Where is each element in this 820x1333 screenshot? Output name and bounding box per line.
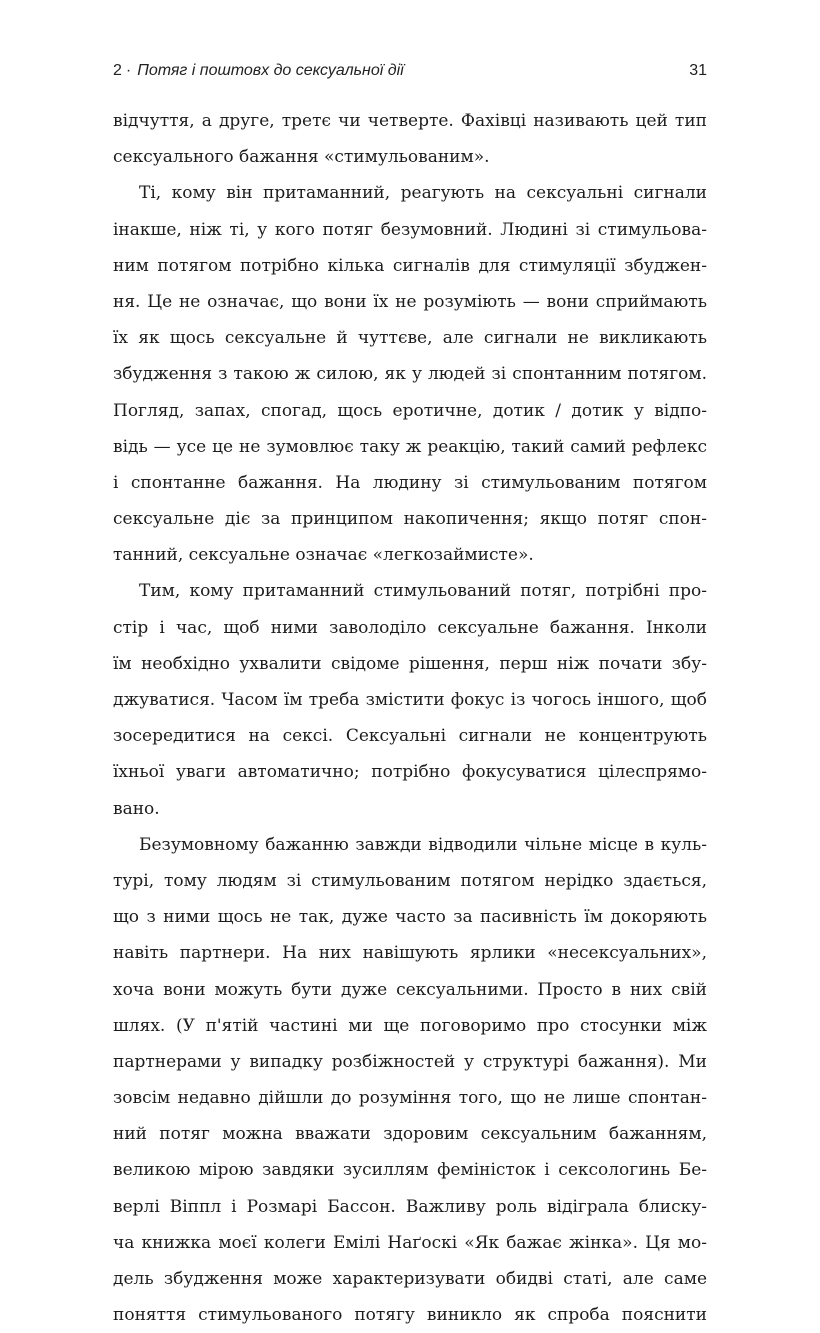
text-line: верлі Віппл і Розмарі Бассон. Важливу роль відіграла блиску-: [113, 1196, 707, 1217]
text-line: сексуального бажання «стимульованим».: [113, 147, 490, 168]
text-line: ним потягом потрібно кілька сигналів для стимуляції збуджен-: [113, 255, 707, 276]
text-line: сексуальне діє за принципом накопичення; якщо потяг спон-: [113, 509, 707, 530]
header-separator: ·: [125, 62, 132, 79]
text-line: зовсім недавно дійшли до розуміння того, що не лише спонтан-: [113, 1088, 707, 1109]
text-line: турі, тому людям зі стимульованим потягом нерідко здається,: [113, 870, 707, 891]
text-line: шлях. (У п'ятій частині ми ще поговоримо про стосунки між: [113, 1015, 707, 1036]
text-line: збудження з такою ж силою, як у людей зі спонтанним потягом.: [113, 364, 707, 385]
chapter-header: [113, 62, 404, 80]
text-line: партнерами у випадку розбіжностей у структурі бажання). Ми: [113, 1051, 707, 1072]
chapter-number: 2: [113, 62, 122, 79]
text-line: відчуття, а друге, третє чи четверте. Фахівці називають цей тип: [113, 111, 707, 131]
chapter-title: Потяг і поштовх до сексуальної дії: [137, 62, 404, 79]
text-line: хоча вони можуть бути дуже сексуальними. Просто в них свій: [113, 979, 707, 1000]
text-line: навіть партнери. На них навішують ярлики «несексуальних»,: [113, 943, 707, 964]
text-line: джуватися. Часом їм треба змістити фокус із чогось іншого, щоб: [113, 690, 707, 710]
text-line: зосередитися на сексі. Сексуальні сигнали не концентрують: [113, 726, 707, 747]
text-line: великою мірою завдяки зусиллям феміністок і сексологинь Бе-: [113, 1160, 707, 1181]
text-line: їх як щось сексуальне й чуттєве, але сигнали не викликають: [113, 328, 707, 349]
text-line: Тим, кому притаманний стимульований потяг, потрібні про-: [139, 581, 707, 602]
text-line: Безумовному бажанню завжди відводили чільне місце в куль-: [139, 834, 707, 855]
text-line: танний, сексуальне означає «легкозаймисте».: [113, 545, 534, 566]
text-line: їм необхідно ухвалити свідоме рішення, перш ніж почати збу-: [113, 653, 707, 674]
text-line: інакше, ніж ті, у кого потяг безумовний. Людині зі стимульова-: [113, 219, 707, 240]
text-line: ня. Це не означає, що вони їх не розуміють — вони сприймають: [113, 291, 707, 312]
text-line: їхньої уваги автоматично; потрібно фокусуватися цілеспрямо-: [113, 762, 707, 783]
text-line: ча книжка моєї колеги Емілі Наґоскі «Як бажає жінка». Ця мо-: [113, 1232, 707, 1253]
text-line: Ті, кому він притаманний, реагують на сексуальні сигнали: [139, 183, 707, 204]
text-line: що з ними щось не так, дуже часто за пасивність їм докоряють: [113, 907, 707, 928]
page-number: 31: [689, 62, 707, 79]
text-line: поняття стимульованого потягу виникло як спроба пояснити: [113, 1305, 707, 1326]
text-line: і спонтанне бажання. На людину зі стимульованим потягом: [113, 472, 707, 493]
text-line: стір і час, щоб ними заволоділо сексуальне бажання. Інколи: [113, 617, 707, 638]
text-line: ний потяг можна вважати здоровим сексуальним бажанням,: [113, 1124, 707, 1145]
text-line: вано.: [113, 798, 160, 819]
text-line: відь — усе це не зумовлює таку ж реакцію, такий самий рефлекс: [113, 436, 707, 457]
text-line: дель збудження може характеризувати обидві статі, але саме: [113, 1269, 707, 1289]
running-header: [113, 62, 707, 86]
text-line: Погляд, запах, спогад, щось еротичне, дотик / дотик у відпо-: [113, 400, 707, 421]
body-text: [113, 103, 707, 1333]
